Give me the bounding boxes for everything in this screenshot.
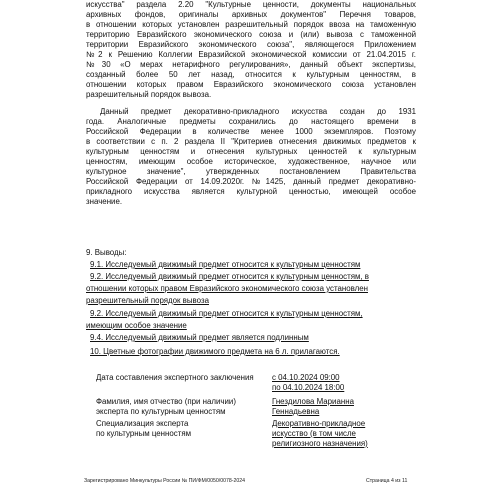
text-line: года. Аналогичные предметы сохранились до настоящего времени в: [86, 117, 416, 126]
date-label: Дата составления экспертного заключения: [96, 373, 254, 382]
text-line: созданный более 50 лет назад, относится к культурным ценностям, в: [86, 70, 416, 79]
text-line: искусства" раздела 2.20 "Культурные ценности, документы национальных: [86, 0, 416, 9]
text-line: прикладного искусства является культурной ценностью, имеющей особое: [86, 187, 416, 196]
text-line: территорию Евразийского экономического союза и (или) вывоза с таможенной: [86, 30, 416, 39]
text-line: Данный предмет декоративно-прикладного искусства создан до 1931: [100, 107, 416, 116]
conclusion-item: 9.2. Исследуемый движимый предмет относится к культурным ценностям,: [90, 309, 363, 318]
specialization-value: религиозного назначения): [272, 439, 368, 448]
conclusion-item: отношении которых правом Евразийского экономического союза установлен: [86, 284, 368, 293]
text-line: Российской Федерации от 14.09.2020г. №1425, данный предмет декоративно-: [86, 177, 416, 186]
conclusion-item: разрешительный порядок вывоза: [86, 296, 209, 305]
text-line: культурное значение", утвержденных постановлением Правительства: [86, 167, 416, 176]
text-line: Российской Федерации в количестве менее 1000 экземпляров. Поэтому: [86, 127, 416, 136]
name-label: Фамилия, имя отчество (при наличии): [96, 397, 236, 406]
text-line: в соответствии с п. 2 раздела II "Критериев отнесения движимых предметов к: [86, 137, 416, 146]
conclusion-item: 9.1. Исследуемый движимый предмет относится к культурным ценностям: [90, 260, 361, 269]
text-line: в отношении которых установлен разрешительный порядок ввоза на таможенную: [86, 20, 416, 29]
conclusions-heading: 9. Выводы:: [86, 248, 127, 257]
specialization-value: искусство (в том числе: [272, 429, 356, 438]
text-line: архивных фондов, оригиналы архивных документов" Перечня товаров,: [86, 10, 416, 19]
text-line: разрешительный порядок вывоза.: [86, 90, 212, 99]
expert-name: Геннадьевна: [272, 407, 320, 416]
conclusion-item: имеющим особое значение: [86, 321, 187, 330]
text-line: ценностям, имеющим особое историческое, художественное, научное или: [86, 157, 416, 166]
page-number: Страница 4 из 11: [366, 478, 408, 484]
registration-footer: Зарегистрировано Минкультуры России № ПИ/ФМ/0050/0078-2024: [84, 478, 246, 484]
specialization-label: Специализация эксперта: [96, 419, 189, 428]
expert-name: Гнездилова Марианна: [272, 397, 354, 406]
text-line: №2 к Решению Коллегии Евразийской экономической комиссии от 21.04.2015 г.: [86, 50, 416, 59]
conclusion-item: 9.2. Исследуемый движимый предмет относится к культурным ценностям, в: [90, 272, 369, 281]
specialization-label: по культурным ценностям: [96, 429, 192, 438]
date-to: по 04.10.2024 18:00: [272, 383, 345, 392]
specialization-value: Декоративно-прикладное: [272, 419, 366, 428]
conclusion-item: 9.4. Исследуемый движимый предмет является подлинным: [90, 333, 309, 342]
text-line: значение.: [86, 197, 123, 206]
conclusion-item: 10. Цветные фотографии движимого предмета на 6 л. прилагаются.: [90, 347, 340, 356]
text-line: территории Евразийского экономического союза", являющегося Приложением: [86, 40, 416, 49]
text-line: культурным ценностям и отнесения культурных ценностей к культурным: [86, 147, 416, 156]
text-line: отношении которых правом Евразийского экономического союза установлен: [86, 80, 416, 89]
date-from: с 04.10.2024 09:00: [272, 373, 340, 382]
name-label: эксперта по культурным ценностям: [96, 407, 226, 416]
text-line: №30 «О мерах нетарифного регулирования», данный объект экспертизы,: [86, 60, 416, 69]
